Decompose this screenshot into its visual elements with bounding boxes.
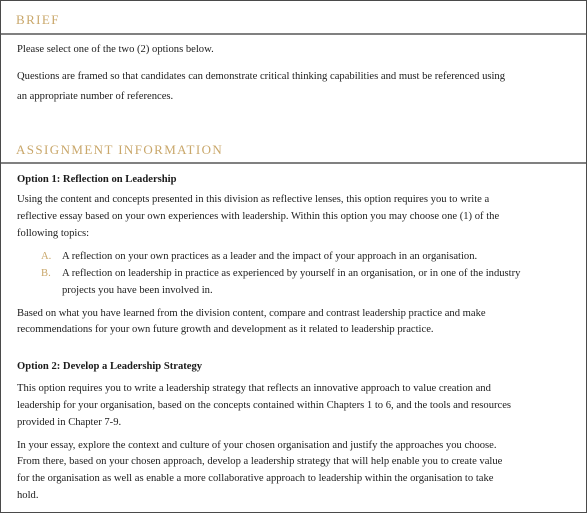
brief-paragraph-2-line-1: Questions are framed so that candidates can demonstrate critical thinking capabilities and must be referenced using	[17, 71, 506, 82]
list-marker-b: B.	[41, 268, 51, 279]
option-1-intro-line-1: Using the content and concepts presented in this division as reflective lenses, this option requires you to write a	[17, 194, 490, 205]
list-marker-a: A.	[41, 251, 52, 262]
option-2-p2-line-4: hold.	[17, 490, 39, 501]
option-2-title: Option 2: Develop a Leadership Strategy	[17, 361, 203, 372]
list-item-b-text-line-2: projects you have been involved in.	[62, 285, 213, 296]
list-item-b-text-line-1: A reflection on leadership in practice as experienced by yourself in an organisation, or in one of the industry	[62, 268, 521, 279]
option-1-intro-line-3: following topics:	[17, 228, 90, 239]
assignment-heading: ASSIGNMENT INFORMATION	[16, 142, 224, 157]
option-2-p2-line-2: From there, based on your chosen approach, develop a leadership strategy that will help enable you to create value	[17, 456, 503, 467]
option-1-intro-line-2: reflective essay based on your own experiences with leadership. Within this option you may choose one (1) of the	[17, 211, 500, 222]
option-2-p1-line-1: This option requires you to write a leadership strategy that reflects an innovative approach to value creation and	[17, 383, 491, 394]
brief-paragraph-2-line-2: an appropriate number of references.	[17, 91, 174, 102]
option-1-title: Option 1: Reflection on Leadership	[17, 174, 177, 185]
list-item-a-text: A reflection on your own practices as a leader and the impact of your approach in an organisation.	[62, 251, 478, 262]
assignment-rule	[1, 162, 586, 164]
option-1-closing-line-2: recommendations for your own future growth and development as it related to leadership practice.	[17, 324, 434, 335]
option-2-p2-line-1: In your essay, explore the context and culture of your chosen organisation and justify the approaches you choose.	[17, 440, 497, 451]
option-2-p2-line-3: for the organisation as well as enable a more collaborative approach to leadership within the organisation to take	[17, 473, 494, 484]
brief-paragraph-1: Please select one of the two (2) options below.	[17, 44, 214, 55]
brief-heading: BRIEF	[16, 12, 60, 27]
option-2-p1-line-2: leadership for your organisation, based on the concepts contained within Chapters 1 to 6, and the tools and resources	[17, 400, 512, 411]
brief-rule	[1, 33, 586, 35]
option-2-p1-line-3: provided in Chapter 7-9.	[17, 417, 122, 428]
option-1-closing-line-1: Based on what you have learned from the division content, compare and contrast leadership practice and make	[17, 308, 486, 319]
